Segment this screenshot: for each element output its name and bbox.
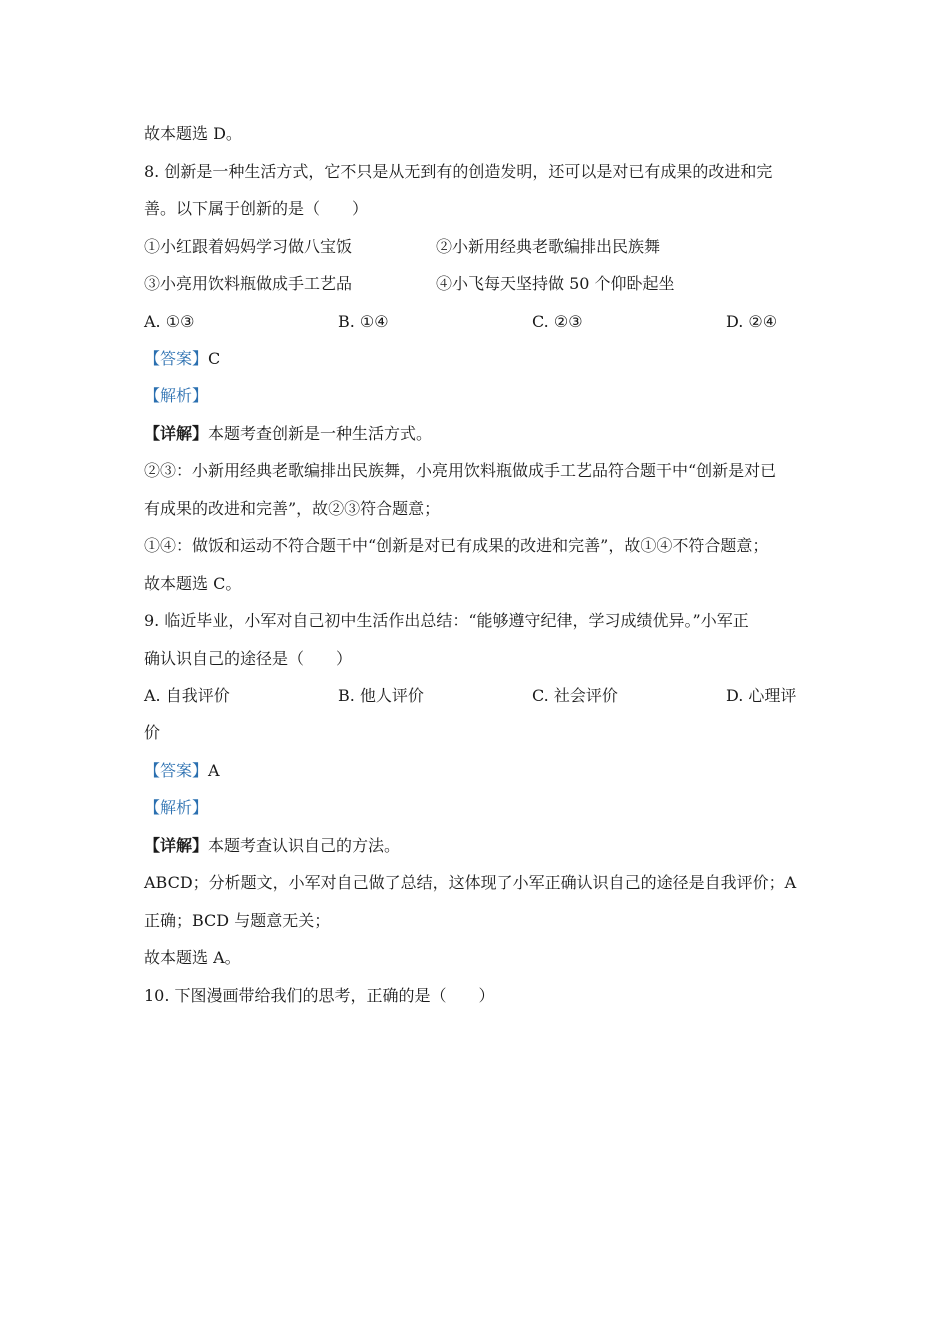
q9-stem-line2: 确认识自己的途径是（ ） bbox=[144, 649, 353, 668]
q9-detail-line bbox=[144, 835, 400, 857]
q8-item-4: ④小飞每天坚持做 50 个仰卧起坐 bbox=[436, 274, 675, 293]
q9-explanation-line2: 正确；BCD 与题意无关； bbox=[144, 911, 331, 930]
q8-item-2: ②小新用经典老歌编排出民族舞 bbox=[436, 237, 661, 256]
q8-answer-line bbox=[144, 348, 220, 370]
q8-option-c: C. ②③ bbox=[532, 312, 583, 331]
q9-option-d: D. 心理评 bbox=[726, 686, 797, 705]
q8-option-d: D. ②④ bbox=[726, 312, 778, 331]
q9-answer: A bbox=[208, 761, 220, 780]
q8-item-1: ①小红跟着妈妈学习做八宝饭 bbox=[144, 237, 353, 256]
detail-tag: 【详解】 bbox=[144, 424, 209, 443]
q8-answer: C bbox=[208, 349, 221, 368]
q8-explanation-line3: ①④：做饭和运动不符合题干中“创新是对已有成果的改进和完善”，故①④不符合题意； bbox=[144, 536, 769, 555]
q8-item-3: ③小亮用饮料瓶做成手工艺品 bbox=[144, 274, 353, 293]
q9-option-a: A. 自我评价 bbox=[144, 686, 230, 705]
q9-option-c: C. 社会评价 bbox=[532, 686, 618, 705]
q9-answer-line bbox=[144, 760, 220, 782]
q8-explanation-line1: ②③：小新用经典老歌编排出民族舞，小亮用饮料瓶做成手工艺品符合题干中“创新是对已 bbox=[144, 461, 777, 480]
q10-stem: 10. 下图漫画带给我们的思考，正确的是（ ） bbox=[144, 986, 495, 1005]
q8-option-a: A. ①③ bbox=[144, 312, 195, 331]
q8-detail: 本题考查创新是一种生活方式。 bbox=[208, 424, 433, 443]
q9-option-d-wrap: 价 bbox=[144, 723, 161, 742]
q9-analysis-tag: 【解析】 bbox=[144, 798, 209, 817]
q8-option-b: B. ①④ bbox=[338, 312, 389, 331]
q8-explanation-line2: 有成果的改进和完善”，故②③符合题意； bbox=[144, 499, 441, 518]
q9-option-b: B. 他人评价 bbox=[338, 686, 424, 705]
q8-stem-line2: 善。以下属于创新的是（ ） bbox=[144, 199, 369, 218]
q9-detail: 本题考查认识自己的方法。 bbox=[208, 836, 401, 855]
q9-conclusion: 故本题选 A。 bbox=[144, 948, 241, 967]
answer-tag: 【答案】 bbox=[144, 761, 209, 780]
q8-conclusion: 故本题选 C。 bbox=[144, 574, 242, 593]
q9-stem-line1: 9. 临近毕业，小军对自己初中生活作出总结：“能够遵守纪律，学习成绩优异。”小军正 bbox=[144, 611, 749, 630]
detail-tag: 【详解】 bbox=[144, 836, 209, 855]
q8-analysis-tag: 【解析】 bbox=[144, 386, 209, 405]
answer-tag: 【答案】 bbox=[144, 349, 209, 368]
q8-detail-line bbox=[144, 423, 432, 445]
q7-conclusion: 故本题选 D。 bbox=[144, 124, 242, 143]
q8-stem-line1: 8. 创新是一种生活方式，它不只是从无到有的创造发明，还可以是对已有成果的改进和完 bbox=[144, 162, 773, 181]
q9-explanation-line1: ABCD；分析题文，小军对自己做了总结，这体现了小军正确认识自己的途径是自我评价；A bbox=[144, 873, 797, 892]
